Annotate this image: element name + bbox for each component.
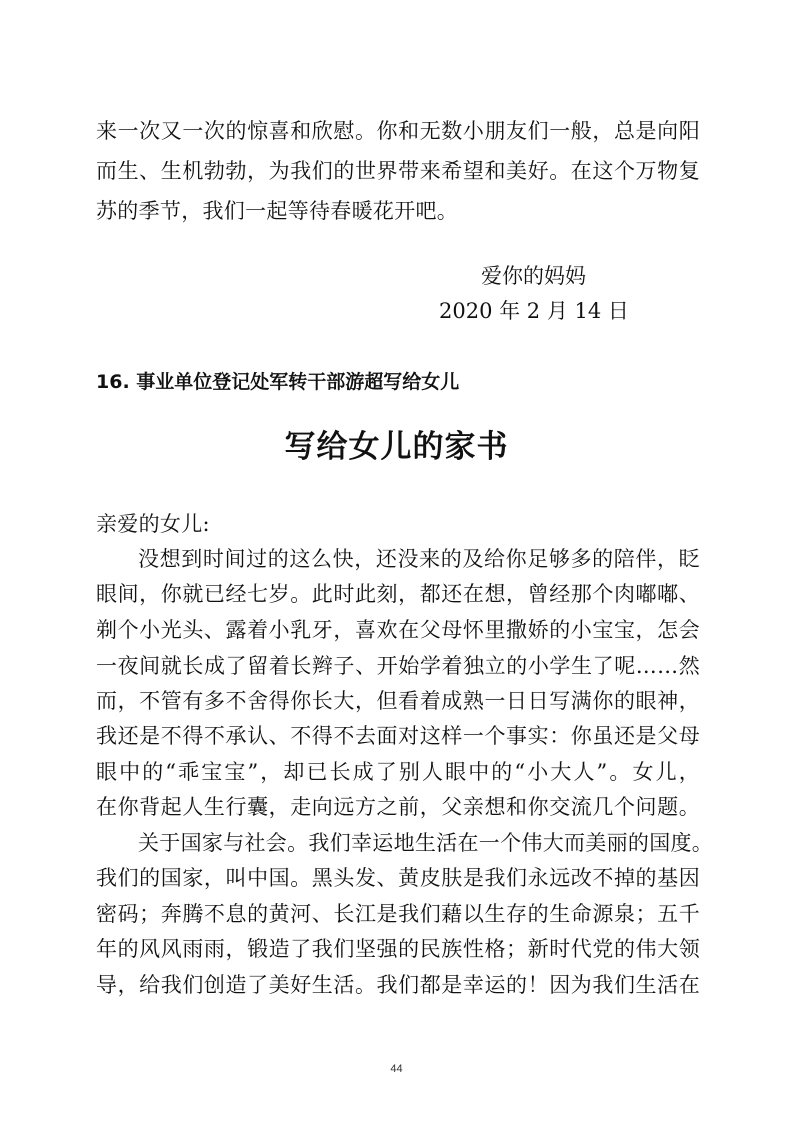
salutation: 亲爱的女儿: (96, 512, 210, 536)
text-line: 眼间，你就已经七岁。此时此刻，都还在想，曾经那个肉嘟嘟、 (96, 582, 700, 606)
text-line: 年的风风雨雨，锻造了我们坚强的民族性格；新时代党的伟大领 (96, 937, 700, 961)
text-line: 导，给我们创造了美好生活。我们都是幸运的！因为我们生活在 (96, 973, 700, 997)
text-line: 苏的季节，我们一起等待春暖花开吧。 (96, 199, 459, 223)
text-line: 没想到时间过的这么快，还没来的及给你足够多的陪伴，眨 (138, 547, 700, 571)
text-line: 而，不管有多不舍得你长大，但看着成熟一日日写满你的眼神， (96, 689, 700, 713)
text-line: 在你背起人生行囊，走向远方之前，父亲想和你交流几个问题。 (96, 795, 700, 819)
text-line: 眼中的“乖宝宝”，却已长成了别人眼中的“小大人”。女儿， (96, 760, 700, 784)
text-line: 密码；奔腾不息的黄河、长江是我们藉以生存的生命源泉；五千 (96, 902, 700, 926)
letter-title: 写给女儿的家书 (284, 429, 509, 465)
text-line: 而生、生机勃勃，为我们的世界带来希望和美好。在这个万物复 (96, 159, 700, 183)
page-number: 44 (390, 1063, 403, 1075)
text-line: 来一次又一次的惊喜和欣慰。你和无数小朋友们一般，总是向阳 (96, 119, 700, 143)
text-line: 剃个小光头、露着小乳牙，喜欢在父母怀里撒娇的小宝宝，怎会 (96, 618, 700, 642)
text-line: 一夜间就长成了留着长辫子、开始学着独立的小学生了呢……然 (96, 654, 700, 678)
text-line: 我们的国家，叫中国。黑头发、黄皮肤是我们永远改不掉的基因 (96, 866, 700, 890)
section-heading: 16. 事业单位登记处军转干部游超写给女儿 (96, 371, 460, 393)
signature: 爱你的妈妈 (481, 264, 586, 288)
text-line: 关于国家与社会。我们幸运地生活在一个伟大而美丽的国度。 (138, 831, 714, 855)
letter-date: 2020 年 2 月 14 日 (439, 299, 629, 323)
text-line: 我还是不得不承认、不得不去面对这样一个事实：你虽还是父母 (96, 724, 700, 748)
